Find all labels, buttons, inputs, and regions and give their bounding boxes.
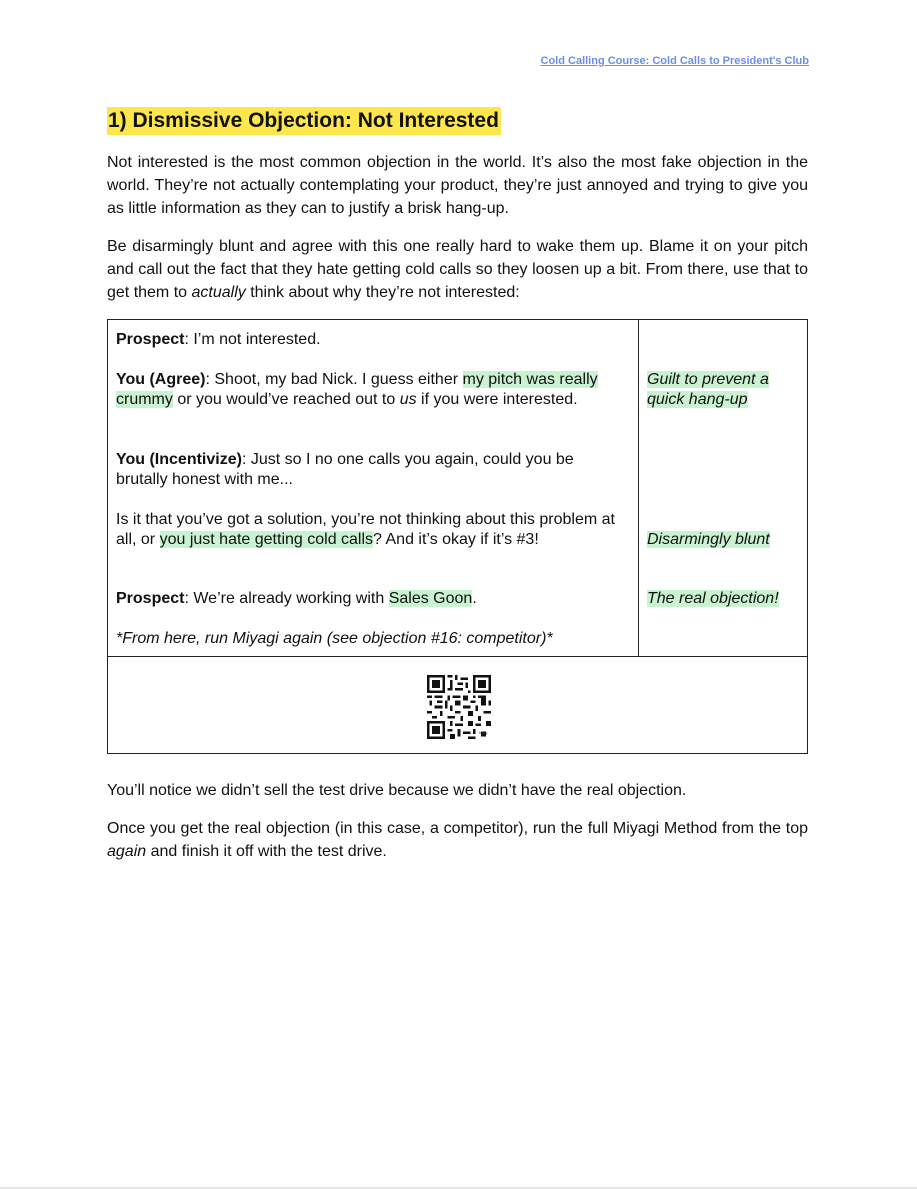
closing-emphasis: again	[107, 843, 147, 860]
script-text: ? And it’s okay if it’s #3!	[373, 531, 539, 548]
script-line-question	[116, 510, 626, 550]
highlighted-phrase: Sales Goon	[388, 590, 473, 607]
speaker-label: You (Agree)	[116, 371, 206, 388]
advice-text-end: think about why they’re not interested:	[245, 284, 520, 301]
speaker-label: Prospect	[116, 590, 185, 607]
note-text: The real objection!	[647, 590, 779, 607]
script-emphasis: us	[399, 391, 417, 408]
script-line-prospect-reply	[116, 589, 626, 609]
qr-caption: hiMy	[479, 730, 488, 735]
highlighted-phrase: you just hate getting cold calls	[159, 531, 374, 548]
script-text: : We’re already working with	[184, 590, 389, 607]
course-header-link[interactable]: Cold Calling Course: Cold Calls to President's Club	[540, 55, 809, 67]
script-line-agree	[116, 370, 626, 410]
script-text: Is it that you’ve got a solution, you’re not thinking about this problem at all, or	[116, 511, 615, 548]
call-script-table	[107, 319, 808, 754]
script-line-prospect	[116, 330, 626, 350]
script-text: : Shoot, my bad Nick. I guess either	[205, 371, 463, 388]
script-text: or you would’ve reached out to	[172, 391, 400, 408]
note-real	[647, 589, 807, 609]
section-title: 1) Dismissive Objection: Not Interested	[107, 107, 501, 135]
note-guilt	[647, 370, 797, 410]
script-line-incentivize	[116, 450, 626, 490]
script-text: .	[472, 590, 477, 607]
highlighted-phrase: my pitch was really crummy	[116, 371, 598, 408]
speaker-label: Prospect	[116, 331, 185, 348]
note-text: Disarmingly blunt	[647, 531, 770, 548]
closing-text-end: and finish it off with the test drive.	[146, 843, 387, 860]
intro-paragraph: Not interested is the most common objection in the world. It’s also the most fake objection in the world. They’re not actually contemplating your product, they’re just annoyed and trying to give you as little information as they can to justify a brisk hang-up.	[107, 154, 808, 217]
speaker-label: You (Incentivize)	[116, 451, 242, 468]
row-divider	[108, 656, 807, 657]
closing-paragraph-1: You’ll notice we didn’t sell the test drive because we didn’t have the real objection.	[107, 782, 687, 799]
script-line-instruction: *From here, run Miyagi again (see objection #16: competitor)*	[116, 630, 553, 647]
closing-text: Once you get the real objection (in this case, a competitor), run the full Miyagi Method from the top	[107, 820, 808, 837]
script-text: if you were interested.	[416, 391, 578, 408]
column-divider	[638, 320, 639, 656]
script-text: : Just so I no one calls you again, could you be brutally honest with me...	[116, 451, 574, 488]
advice-text: Be disarmingly blunt and agree with this one really hard to wake them up. Blame it on your pitch and call out the fact that they hate getting cold calls so they loosen up a bit. From there, use that to get them to	[107, 238, 808, 301]
advice-paragraph	[107, 235, 808, 304]
note-blunt	[647, 530, 807, 550]
script-text: : I’m not interested.	[184, 331, 321, 348]
advice-emphasis: actually	[191, 284, 246, 301]
closing-paragraph-2	[107, 817, 808, 863]
note-text: Guilt to prevent a quick hang-up	[647, 371, 769, 408]
